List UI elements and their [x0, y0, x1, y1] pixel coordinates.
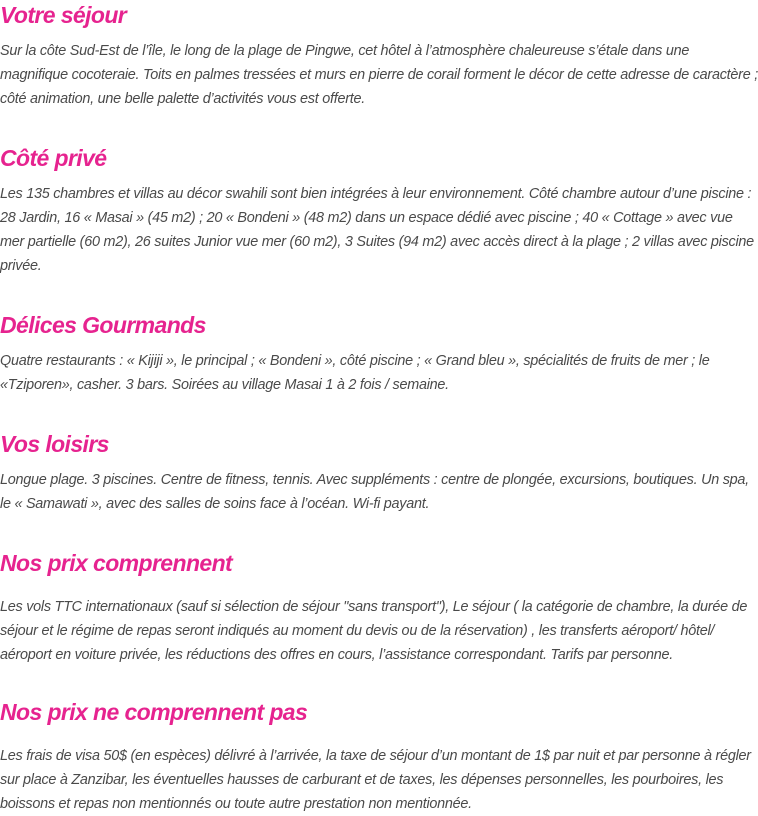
section-vos-loisirs [0, 430, 758, 516]
section-paragraph: Les frais de visa 50$ (en espèces) délivré à l’arrivée, la taxe de séjour d’un montant de 1$ par nuit et par personne à régler sur place à Zanzibar, les éventuelles hausses de carburant et de taxes, les dépenses personnelles, les pourboires, les boissons et repas non mentionnés ou toute autre prestation non mentionnée. [0, 748, 751, 812]
section-heading: Côté privé [0, 145, 107, 171]
section-heading: Vos loisirs [0, 431, 109, 457]
section-votre-sejour [0, 1, 758, 111]
section-heading: Votre séjour [0, 2, 127, 28]
section-prix-comprennent [0, 549, 758, 667]
section-paragraph: Longue plage. 3 piscines. Centre de fitness, tennis. Avec suppléments : centre de plongée, excursions, boutiques. Un spa, le « Samawati », avec des salles de soins face à l’océan. Wi-fi payant. [0, 472, 749, 512]
section-heading: Nos prix comprennent [0, 550, 233, 576]
section-paragraph: Les vols TTC internationaux (sauf si sélection de séjour "sans transport"), Le séjour ( la catégorie de chambre, la durée de séjour et le régime de repas seront indiqués au moment du devis ou de la réservation) , les transferts aéroport/ hôtel/ aéroport en voiture privée, les réductions des offres en cours, l’assistance correspondant. Tarifs par personne. [0, 599, 748, 663]
section-heading: Nos prix ne comprennent pas [0, 699, 308, 725]
section-cote-prive [0, 144, 758, 278]
section-paragraph: Les 135 chambres et villas au décor swahili sont bien intégrées à leur environnement. Côté chambre autour d’une piscine : 28 Jardin, 16 « Masai » (45 m2) ; 20 « Bondeni » (48 m2) dans un espace dédié avec piscine ; 40 « Cottage » avec vue mer partielle (60 m2), 26 suites Junior vue mer (60 m2), 3 Suites (94 m2) avec accès direct à la plage ; 2 villas avec piscine privée. [0, 186, 754, 274]
section-paragraph: Sur la côte Sud-Est de l’île, le long de la plage de Pingwe, cet hôtel à l’atmosphère chaleureuse s’étale dans une magnifique cocoteraie. Toits en palmes tressées et murs en pierre de corail forment le décor de cette adresse de caractère ; côté animation, une belle palette d’activités vous est offerte. [0, 43, 758, 107]
section-delices-gourmands [0, 311, 758, 397]
section-heading: Délices Gourmands [0, 312, 206, 338]
section-paragraph: Quatre restaurants : « Kijiji », le principal ; « Bondeni », côté piscine ; « Grand bleu », spécialités de fruits de mer ; le «Tziporen», casher. 3 bars. Soirées au village Masai 1 à 2 fois / semaine. [0, 353, 710, 393]
section-prix-ne-comprennent-pas [0, 698, 758, 816]
